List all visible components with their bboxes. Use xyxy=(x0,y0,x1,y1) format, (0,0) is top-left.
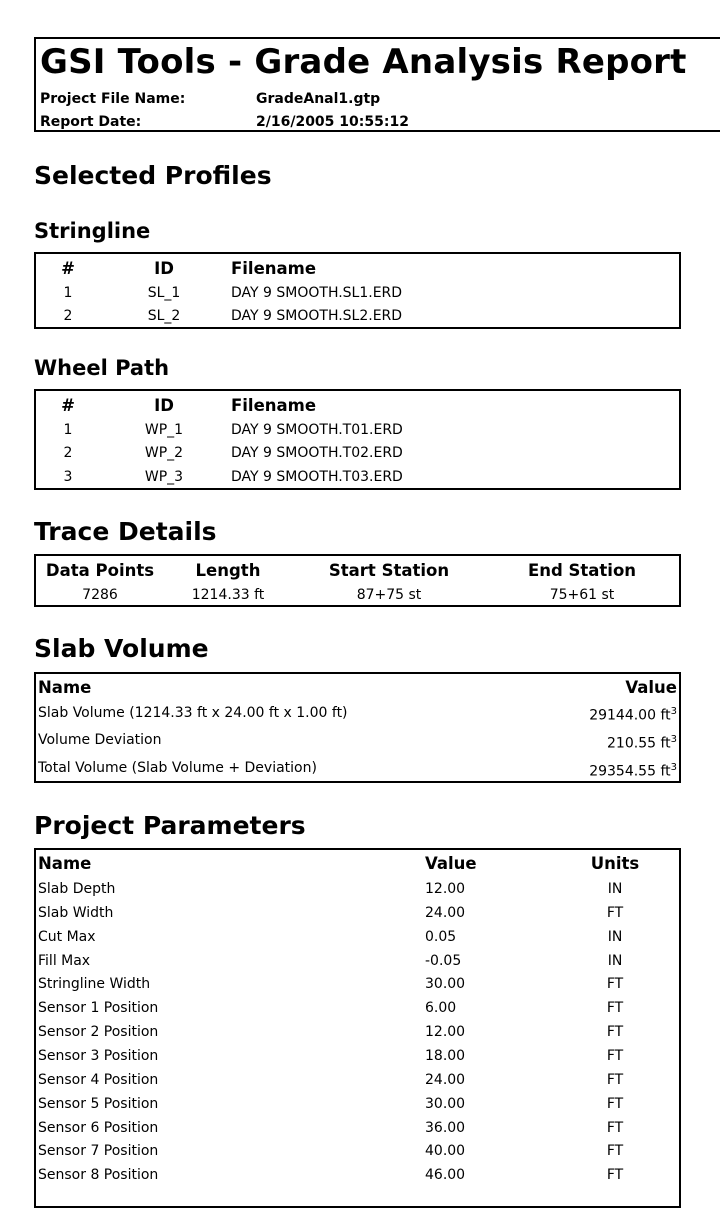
volume-name: Volume Deviation xyxy=(38,732,162,748)
table-cell: SL_1 xyxy=(147,285,181,301)
table-cell: 1 xyxy=(63,422,73,438)
param-name: Sensor 4 Position xyxy=(38,1071,159,1088)
param-value: 36.00 xyxy=(425,1119,466,1136)
col-header-value: Value xyxy=(625,678,677,697)
col-header-id: ID xyxy=(154,396,174,415)
project-parameters-title: Project Parameters xyxy=(34,811,306,840)
param-name: Slab Width xyxy=(38,904,114,921)
col-header-name: Name xyxy=(38,854,92,873)
col-header-units: Units xyxy=(590,854,640,873)
stringline-title: Stringline xyxy=(34,219,151,243)
param-name: Sensor 3 Position xyxy=(38,1048,159,1064)
table-cell: DAY 9 SMOOTH.T01.ERD xyxy=(231,422,403,438)
volume-value: 29144.00 $ft^3$ xyxy=(589,706,677,724)
table-cell: 3 xyxy=(63,469,73,485)
report-date-value: 2/16/2005 10:55:12 xyxy=(256,114,409,130)
volume-value: 210.55 $ft^3$ xyxy=(607,734,677,752)
table-cell: WP_3 xyxy=(144,469,184,485)
project-file-label: Project File Name: xyxy=(40,91,186,107)
param-units: FT xyxy=(606,976,624,993)
param-value: 40.00 xyxy=(425,1143,466,1160)
report-date-row xyxy=(40,114,409,130)
param-value: 30.00 xyxy=(425,976,466,993)
trace-details-title: Trace Details xyxy=(34,517,217,546)
table-cell: SL_2 xyxy=(147,308,181,324)
col-header-data-points: Data Points xyxy=(45,561,155,580)
slab-volume-title: Slab Volume xyxy=(34,634,209,663)
table-cell: WP_2 xyxy=(144,445,184,461)
param-value: 46.00 xyxy=(425,1167,466,1184)
col-header-id: ID xyxy=(154,259,174,278)
table-cell: 2 xyxy=(63,445,73,461)
param-units: IN xyxy=(607,881,623,897)
end-station-value: 75+61 st xyxy=(549,587,615,603)
col-header-name: Name xyxy=(38,678,92,697)
param-value: 30.00 xyxy=(425,1095,466,1112)
param-units: IN xyxy=(607,928,623,945)
param-units: FT xyxy=(606,1024,624,1041)
report-header xyxy=(34,37,720,132)
volume-name: Total Volume (Slab Volume + Deviation) xyxy=(38,760,317,776)
param-value: 0.05 xyxy=(425,928,457,945)
col-header-filename: Filename xyxy=(231,259,317,278)
slab-volume-table xyxy=(34,672,681,783)
col-header-length: Length xyxy=(195,561,261,580)
param-units: FT xyxy=(606,1167,624,1184)
stringline-table xyxy=(34,252,681,329)
table-cell: WP_1 xyxy=(144,422,184,438)
table-cell: 1 xyxy=(63,285,73,301)
project-parameters-table xyxy=(34,848,681,1208)
param-units: FT xyxy=(606,1048,624,1064)
param-value: 18.00 xyxy=(425,1048,466,1064)
table-cell: 2 xyxy=(63,308,73,324)
param-value: 12.00 xyxy=(425,1024,466,1041)
param-units: FT xyxy=(606,1000,624,1017)
param-units: FT xyxy=(606,1071,624,1088)
col-header-number: # xyxy=(61,396,75,415)
start-station-value: 87+75 st xyxy=(356,587,422,603)
param-name: Sensor 2 Position xyxy=(38,1024,159,1041)
table-cell: DAY 9 SMOOTH.SL1.ERD xyxy=(231,285,403,301)
col-header-value: Value xyxy=(425,854,477,873)
report-title: GSI Tools - Grade Analysis Report xyxy=(40,42,687,82)
col-header-filename: Filename xyxy=(231,396,317,415)
param-name: Sensor 5 Position xyxy=(38,1095,159,1112)
table-cell: DAY 9 SMOOTH.SL2.ERD xyxy=(231,308,403,324)
length-value: 1214.33 ft xyxy=(191,587,265,603)
selected-profiles-title: Selected Profiles xyxy=(34,161,272,190)
col-header-start-station: Start Station xyxy=(328,561,450,580)
col-header-number: # xyxy=(61,259,75,278)
project-file-value: GradeAnal1.gtp xyxy=(256,91,381,107)
param-units: FT xyxy=(606,1095,624,1112)
col-header-end-station: End Station xyxy=(527,561,637,580)
param-units: FT xyxy=(606,1143,624,1160)
param-name: Slab Depth xyxy=(38,881,116,897)
wheel-path-title: Wheel Path xyxy=(34,356,170,380)
param-value: 12.00 xyxy=(425,881,466,897)
param-name: Sensor 6 Position xyxy=(38,1119,159,1136)
wheel-path-table xyxy=(34,389,681,490)
param-name: Stringline Width xyxy=(38,976,151,993)
param-name: Sensor 1 Position xyxy=(38,1000,159,1017)
param-name: Cut Max xyxy=(38,928,96,945)
param-units: FT xyxy=(606,904,624,921)
param-value: -0.05 xyxy=(425,952,462,969)
table-cell: DAY 9 SMOOTH.T03.ERD xyxy=(231,469,403,485)
project-file-row xyxy=(40,91,381,107)
param-name: Fill Max xyxy=(38,952,91,969)
param-name: Sensor 7 Position xyxy=(38,1143,159,1160)
trace-details-table xyxy=(34,554,681,607)
param-units: FT xyxy=(606,1119,624,1136)
data-points-value: 7286 xyxy=(82,587,118,603)
table-cell: DAY 9 SMOOTH.T02.ERD xyxy=(231,445,403,461)
param-units: IN xyxy=(607,952,623,969)
param-name: Sensor 8 Position xyxy=(38,1167,159,1184)
report-date-label: Report Date: xyxy=(40,114,142,130)
param-value: 24.00 xyxy=(425,904,466,921)
volume-name: Slab Volume (1214.33 ft x 24.00 ft x 1.00 ft) xyxy=(38,705,348,721)
param-value: 6.00 xyxy=(425,1000,457,1017)
param-value: 24.00 xyxy=(425,1071,466,1088)
volume-value: 29354.55 $ft^3$ xyxy=(589,762,677,780)
